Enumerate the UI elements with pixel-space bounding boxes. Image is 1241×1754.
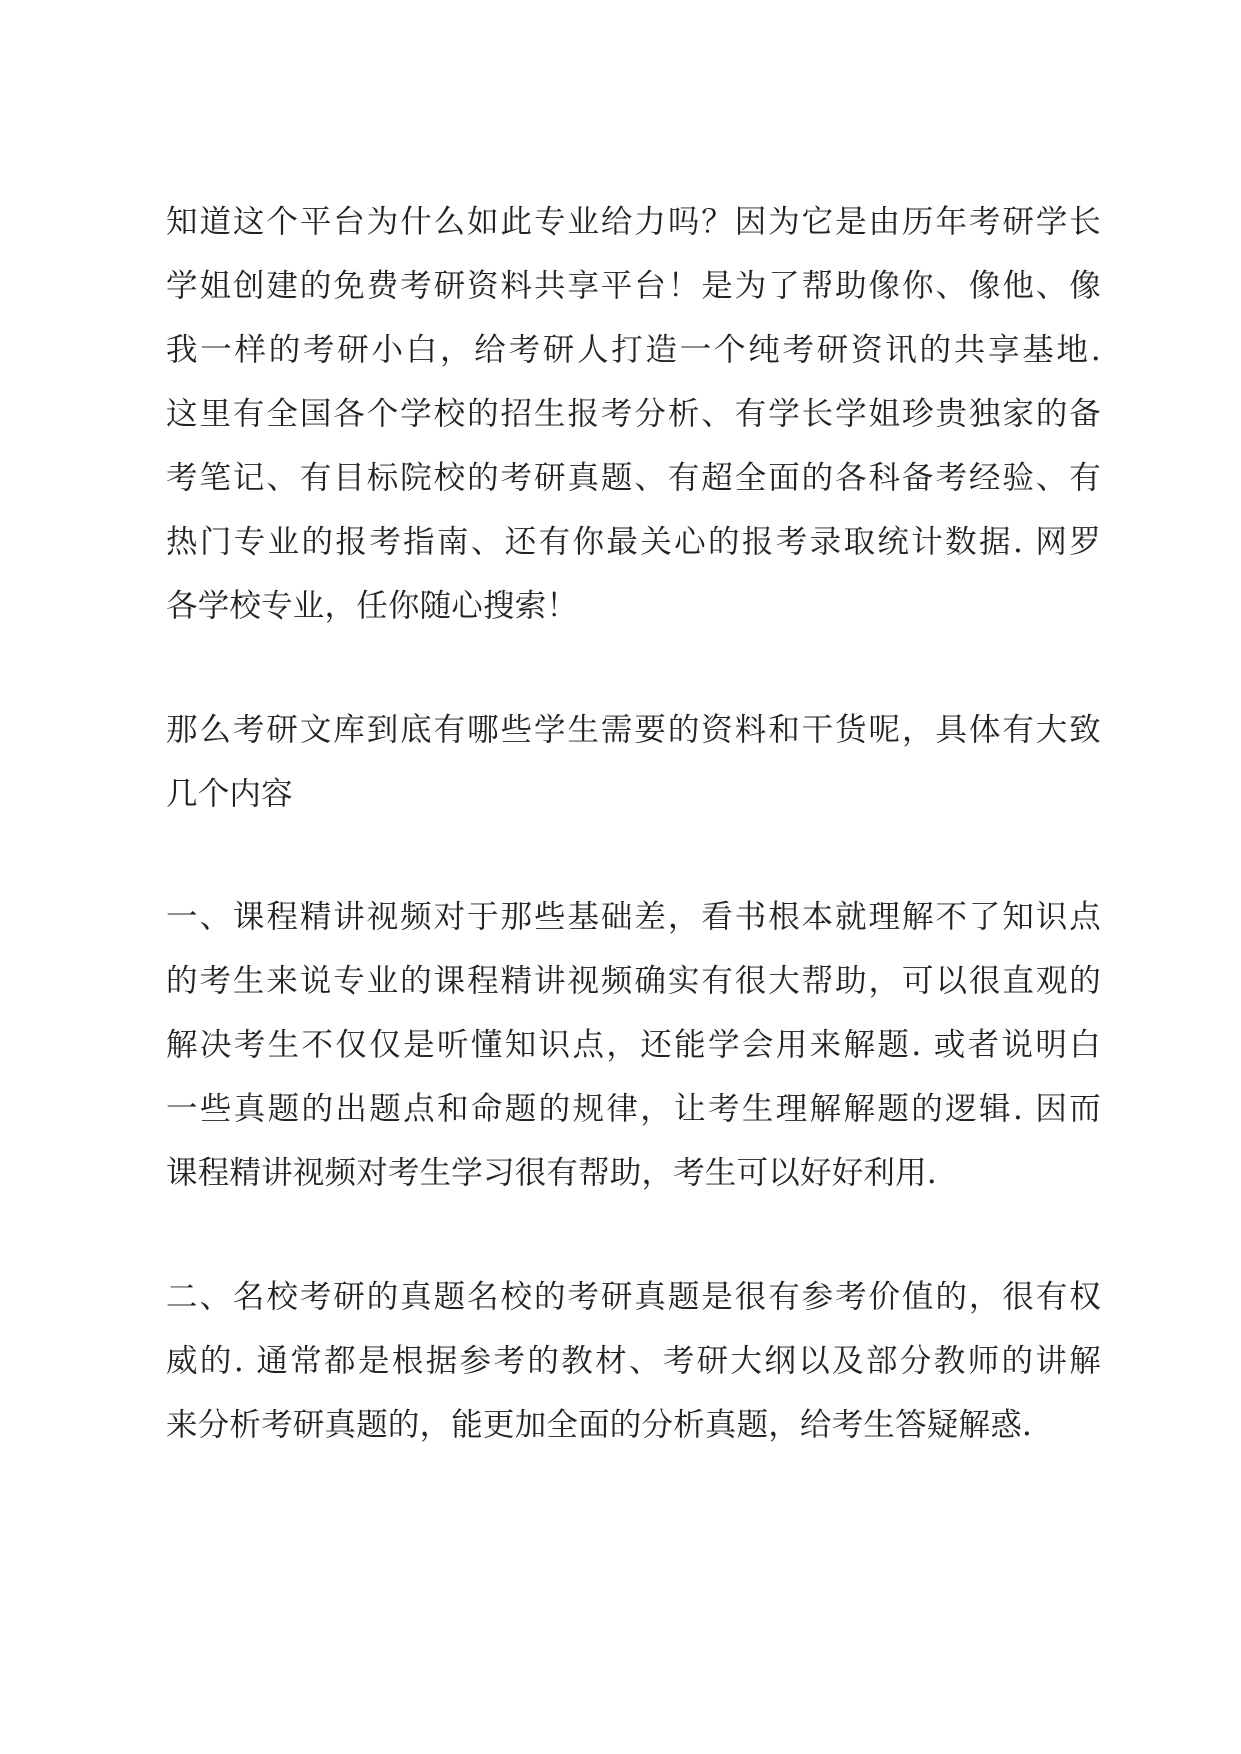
text-line: 各学校专业，任你随心搜索！ bbox=[166, 588, 579, 624]
text-line: 学姐创建的免费考研资料共享平台！是为了帮助像你、像他、像 bbox=[166, 268, 1101, 304]
text-line: 知道这个平台为什么如此专业给力吗？因为它是由历年考研学长 bbox=[166, 204, 1101, 240]
paragraph-course-videos bbox=[166, 885, 1101, 1205]
text-line: 来分析考研真题的，能更加全面的分析真题，给考生答疑解惑. bbox=[166, 1407, 1033, 1443]
text-line: 解决考生不仅仅是听懂知识点，还能学会用来解题. 或者说明白 bbox=[166, 1027, 1101, 1063]
text-line: 考笔记、有目标院校的考研真题、有超全面的各科备考经验、有 bbox=[166, 460, 1101, 496]
paragraph-content-question bbox=[166, 698, 1101, 826]
text-line: 二、名校考研的真题名校的考研真题是很有参考价值的，很有权 bbox=[166, 1279, 1101, 1315]
text-line: 那么考研文库到底有哪些学生需要的资料和干货呢，具体有大致 bbox=[166, 712, 1101, 748]
text-line: 热门专业的报考指南、还有你最关心的报考录取统计数据. 网罗 bbox=[166, 524, 1101, 560]
text-line: 威的. 通常都是根据参考的教材、考研大纲以及部分教师的讲解 bbox=[166, 1343, 1101, 1379]
paragraph-past-exams bbox=[166, 1265, 1101, 1457]
paragraph-platform-intro bbox=[166, 190, 1101, 638]
text-line: 一、课程精讲视频对于那些基础差，看书根本就理解不了知识点 bbox=[166, 899, 1101, 935]
text-line: 几个内容 bbox=[166, 776, 293, 812]
text-line: 我一样的考研小白，给考研人打造一个纯考研资讯的共享基地. bbox=[166, 332, 1101, 368]
text-line: 这里有全国各个学校的招生报考分析、有学长学姐珍贵独家的备 bbox=[166, 396, 1101, 432]
text-line: 课程精讲视频对考生学习很有帮助，考生可以好好利用. bbox=[166, 1155, 938, 1191]
text-line: 一些真题的出题点和命题的规律，让考生理解解题的逻辑. 因而 bbox=[166, 1091, 1101, 1127]
text-line: 的考生来说专业的课程精讲视频确实有很大帮助，可以很直观的 bbox=[166, 963, 1101, 999]
